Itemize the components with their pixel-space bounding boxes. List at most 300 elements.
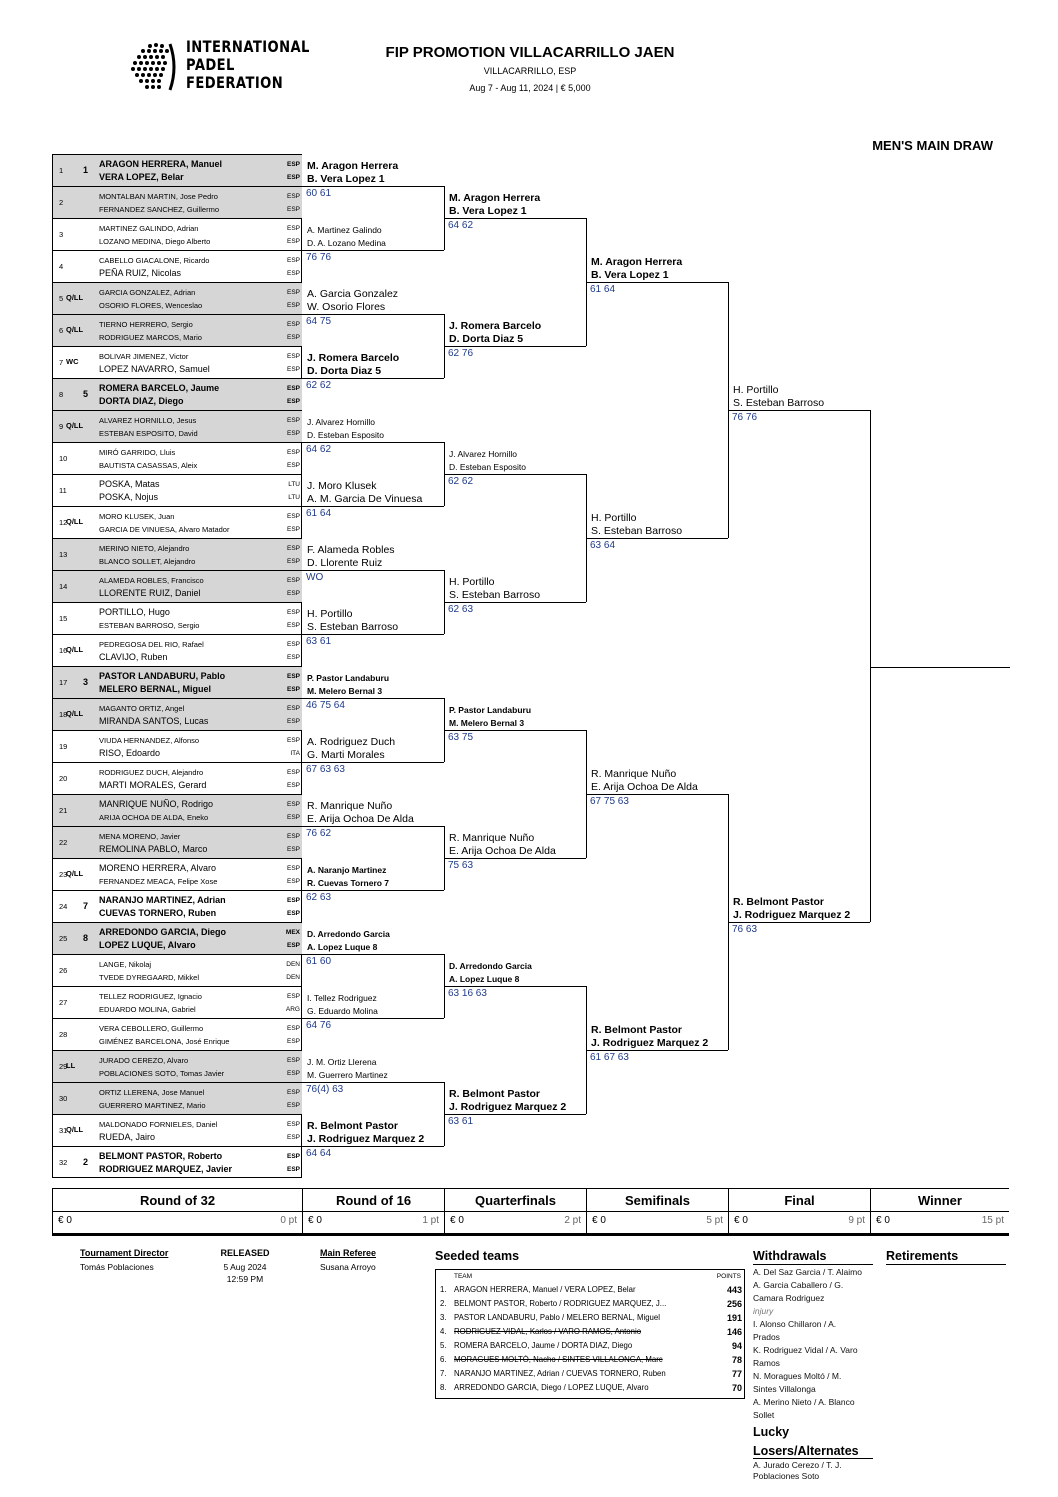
r32-slot [52, 1018, 302, 1050]
team-line-1: J. Romera Barcelo [307, 352, 400, 364]
tournament-title: FIP PROMOTION VILLACARRILLO JAEN [385, 44, 675, 61]
lucky-underline [753, 1458, 873, 1459]
team-line-2: R. Cuevas Tornero 7 [307, 878, 390, 888]
player-nation: ESP [286, 833, 300, 840]
match-score: 64 76 [306, 1020, 332, 1031]
r32-slot [52, 986, 302, 1018]
lucky-losers-list [753, 1460, 878, 1482]
player-name: MIRÓ GARRIDO, Lluis [99, 448, 176, 457]
seeded-teams-title: Seeded teams [435, 1249, 520, 1263]
qf-match [444, 961, 586, 1050]
slot-numbers [53, 603, 97, 634]
player-nation: LTU [288, 494, 300, 501]
round-points: 9 pt [848, 1215, 865, 1226]
team-line-1: J. Alvarez Hornillo [307, 417, 376, 427]
seed-label: Q/LL [66, 517, 84, 526]
seeded-col-team: TEAM [454, 1273, 473, 1280]
team-line-1: P. Pastor Landaburu [449, 705, 532, 715]
r32-slot [52, 730, 302, 762]
withdrawal-line: Sollet [753, 1410, 775, 1420]
slot-names [97, 219, 302, 250]
sf-match [586, 1024, 728, 1178]
team-line-1: F. Alameda Robles [307, 544, 395, 556]
player-nation: ESP [286, 622, 300, 629]
team-line-2: J. Rodriguez Marquez 2 [449, 1101, 567, 1113]
match-score: 62 63 [448, 604, 474, 615]
draw-position: 26 [59, 966, 68, 975]
player-name: FERNANDEZ MEACA, Felipe Xose [99, 877, 218, 886]
round-prize: € 0 [308, 1215, 322, 1226]
seed-label: Q/LL [66, 293, 84, 302]
team-line-1: R. Belmont Pastor [591, 1024, 683, 1036]
slot-names [97, 443, 302, 474]
tournament-dates: Aug 7 - Aug 11, 2024 | € 5,000 [469, 83, 591, 93]
match-score: 60 61 [306, 188, 332, 199]
match-score: 64 62 [448, 220, 474, 231]
r16-match [302, 1120, 444, 1178]
seeded-team: ARAGON HERRERA, Manuel / VERA LOPEZ, Belar [454, 1285, 636, 1294]
seed-label: 8 [83, 933, 89, 943]
player-name: PASTOR LANDABURU, Pablo [99, 671, 226, 681]
round-divider [871, 1211, 1009, 1212]
draw-position: 31 [59, 1126, 68, 1135]
tournament-director [80, 1248, 180, 1272]
slot-names [97, 763, 302, 794]
r32-slot [52, 346, 302, 378]
bracket-line [586, 282, 728, 283]
bracket-connector [586, 218, 587, 346]
player-name: POSKA, Matas [99, 479, 160, 489]
r32-slot [52, 282, 302, 314]
player-nation: ARG [285, 1006, 300, 1013]
r16-match [302, 673, 444, 730]
team-line-1: M. Aragon Herrera [591, 256, 683, 268]
bracket-line [302, 634, 444, 635]
player-nation: ESP [286, 225, 300, 232]
match-score: 62 76 [448, 348, 474, 359]
withdrawal-line: A. Del Saz Garcia / T. Alaimo [753, 1267, 862, 1277]
player-name: BOLIVAR JIMENEZ, Victor [99, 352, 189, 361]
player-nation: ESP [286, 366, 300, 373]
bracket-connector [586, 730, 587, 858]
team-line-2: E. Arija Ochoa De Alda [307, 813, 414, 825]
team-line-2: M. Guerrero Martinez [307, 1070, 388, 1080]
draw-name: MEN'S MAIN DRAW [872, 138, 993, 153]
r32-slot [52, 250, 302, 282]
sf-match [586, 768, 728, 922]
player-name: MORO KLUSEK, Juan [99, 512, 175, 521]
round-divider [303, 1211, 444, 1212]
slot-numbers [53, 795, 97, 826]
team-line-2: G. Eduardo Molina [307, 1006, 378, 1016]
slot-names [97, 1147, 302, 1178]
seed-label: 1 [83, 165, 89, 175]
r32-slot [52, 858, 302, 890]
seeded-team: BELMONT PASTOR, Roberto / RODRIGUEZ MARQUEZ, J... [454, 1299, 667, 1308]
player-nation: ESP [286, 353, 300, 360]
team-line-2: G. Marti Morales [307, 749, 385, 761]
team-line-1: H. Portillo [449, 576, 495, 588]
bracket-line [586, 794, 728, 795]
draw-position: 16 [59, 646, 68, 655]
player-name: MANRIQUE NUÑO, Rodrigo [99, 799, 214, 809]
slot-names [97, 891, 302, 922]
withdrawal-line: K. Rodriguez Vidal / A. Varo [753, 1345, 858, 1355]
bracket-connector [870, 410, 871, 922]
player-nation: ESP [286, 462, 300, 469]
bracket-line [444, 986, 586, 987]
slot-numbers [53, 379, 97, 410]
seed-label: Q/LL [66, 1125, 84, 1134]
round-name: Round of 32 [139, 1193, 216, 1208]
seeded-row [440, 1341, 742, 1354]
player-name: VERA CEBOLLERO, Guillermo [99, 1024, 204, 1033]
slot-numbers [53, 571, 97, 602]
team-line-2: M. Melero Bernal 3 [449, 718, 525, 728]
draw-position: 4 [59, 262, 64, 271]
team-line-2: A. Lopez Luque 8 [449, 974, 520, 984]
slot-names [97, 347, 302, 378]
player-name: GARCIA DE VINUESA, Alvaro Matador [99, 525, 230, 534]
bracket-line [444, 602, 586, 603]
team-line-2: S. Esteban Barroso [449, 589, 541, 601]
bracket-connector [444, 1082, 445, 1146]
bracket-line [302, 570, 444, 571]
player-nation: ESP [286, 398, 300, 405]
player-nation: ESP [286, 718, 300, 725]
team-line-2: J. Rodriguez Marquez 2 [307, 1133, 425, 1145]
r32-slot [52, 890, 302, 922]
player-name: PEDREGOSA DEL RIO, Rafael [99, 640, 204, 649]
slot-names [97, 507, 302, 538]
team-line-1: R. Manrique Nuño [449, 832, 535, 844]
team-line-2: E. Arija Ochoa De Alda [449, 845, 556, 857]
slot-names [97, 315, 302, 346]
player-nation: ESP [286, 302, 300, 309]
team-line-1: A. Rodriguez Duch [307, 736, 396, 748]
seeded-points: 191 [726, 1313, 742, 1323]
withdrawal-line: Prados [753, 1332, 780, 1342]
team-line-2: E. Arija Ochoa De Alda [591, 781, 698, 793]
slot-names [97, 187, 302, 218]
slot-names [97, 283, 302, 314]
player-name: ARIJA OCHOA DE ALDA, Eneko [99, 813, 209, 822]
team-line-2: B. Vera Lopez 1 [591, 269, 669, 281]
team-line-2: A. M. Garcia De Vinuesa [307, 493, 423, 505]
retirements-underline [886, 1264, 1006, 1265]
bracket-line [302, 186, 444, 187]
team-line-2: J. Rodriguez Marquez 2 [591, 1037, 709, 1049]
bracket-line [728, 410, 870, 411]
player-nation: ESP [286, 705, 300, 712]
seeded-row [440, 1327, 742, 1340]
seeded-team: ARREDONDO GARCIA, Diego / LOPEZ LUQUE, Alvaro [454, 1383, 649, 1392]
team-line-2: D. Dorta Diaz 5 [307, 365, 382, 377]
round-cell [444, 1188, 586, 1236]
match-score: 76 76 [732, 412, 758, 423]
round-cell [52, 1188, 302, 1236]
player-nation: ESP [286, 1134, 300, 1141]
withdrawal-line: injury [753, 1306, 774, 1316]
team-line-1: D. Arredondo Garcia [449, 961, 532, 971]
qf-match [444, 1088, 586, 1178]
r16-match [302, 225, 444, 282]
r32-slot [52, 602, 302, 634]
round-divider [445, 1211, 586, 1212]
draw-position: 17 [59, 678, 68, 687]
referee-name: Susana Arroyo [320, 1262, 376, 1272]
round-divider [587, 1211, 728, 1212]
team-line-1: M. Aragon Herrera [307, 160, 399, 172]
seed-number: 6. [440, 1355, 447, 1364]
bracket-connector [444, 954, 445, 1018]
seed-number: 4. [440, 1327, 447, 1336]
slot-names [97, 475, 302, 506]
player-name: RUEDA, Jairo [99, 1132, 156, 1142]
draw-position: 14 [59, 582, 68, 591]
player-name: FERNANDEZ SANCHEZ, Guillermo [99, 205, 220, 214]
bracket-line [444, 730, 586, 731]
player-name: VIUDA HERNANDEZ, Alfonso [99, 736, 200, 745]
r16-match [302, 417, 444, 474]
seed-number: 1. [440, 1285, 447, 1294]
player-nation: ESP [286, 270, 300, 277]
lucky-loser-line: A. Jurado Cerezo / T. J. [753, 1460, 842, 1470]
r16-match [302, 160, 444, 218]
player-nation: ESP [286, 174, 300, 181]
player-nation: ESP [286, 1057, 300, 1064]
player-nation: ESP [286, 321, 300, 328]
sf-match [586, 512, 728, 666]
draw-position: 3 [59, 230, 64, 239]
player-name: RODRIGUEZ MARCOS, Mario [99, 333, 202, 342]
withdrawal-line: Sintes Villalonga [753, 1384, 816, 1394]
player-name: LLORENTE RUIZ, Daniel [99, 588, 201, 598]
slot-numbers [53, 635, 97, 666]
qf-match [444, 705, 586, 794]
player-nation: ITA [290, 750, 300, 757]
slot-names [97, 379, 302, 410]
r16-match [302, 480, 444, 538]
r16-match [302, 544, 444, 602]
team-line-1: J. Moro Klusek [307, 480, 377, 492]
slot-numbers [53, 475, 97, 506]
match-score: 63 61 [448, 1116, 474, 1127]
team-line-2: A. Lopez Luque 8 [307, 942, 378, 952]
player-nation: ESP [286, 609, 300, 616]
team-line-1: H. Portillo [591, 512, 637, 524]
team-line-1: H. Portillo [307, 608, 353, 620]
player-name: PORTILLO, Hugo [99, 607, 170, 617]
round-name: Quarterfinals [475, 1193, 556, 1208]
r32-slot [52, 154, 302, 186]
final-match [728, 384, 870, 666]
slot-names [97, 923, 302, 954]
slot-names [97, 1115, 302, 1146]
referee-label: Main Referee [320, 1248, 377, 1258]
withdrawal-line: I. Alonso Chillaron / A. [753, 1319, 837, 1329]
player-nation: ESP [286, 193, 300, 200]
r32-slot [52, 314, 302, 346]
released-info [215, 1248, 275, 1284]
player-nation: ESP [286, 769, 300, 776]
seeded-points: 443 [726, 1285, 742, 1295]
bracket-line [302, 506, 444, 507]
seed-number: 8. [440, 1383, 447, 1392]
player-nation: ESP [286, 814, 300, 821]
seed-number: 2. [440, 1299, 447, 1308]
player-nation: ESP [286, 206, 300, 213]
slot-numbers [53, 1115, 97, 1146]
player-nation: ESP [286, 590, 300, 597]
player-nation: ESP [286, 545, 300, 552]
player-nation: LTU [288, 481, 300, 488]
round-cell [586, 1188, 728, 1236]
withdrawal-line: A. Garcia Caballero / G. [753, 1280, 844, 1290]
match-score: 63 16 63 [448, 988, 487, 999]
player-nation: ESP [286, 846, 300, 853]
player-nation: ESP [286, 801, 300, 808]
match-score: 61 60 [306, 956, 332, 967]
r16-match [302, 288, 444, 346]
slot-names [97, 571, 302, 602]
bracket-line [302, 890, 444, 891]
seed-label: Q/LL [66, 709, 84, 718]
round-name: Final [784, 1193, 815, 1208]
bracket-line [302, 698, 444, 699]
slot-numbers [53, 187, 97, 218]
bracket-connector [586, 474, 587, 602]
slot-numbers [53, 955, 97, 986]
qf-match [444, 449, 586, 538]
slot-numbers [53, 1019, 97, 1050]
retirements-title: Retirements [886, 1249, 959, 1263]
slot-names [97, 539, 302, 570]
match-score: 63 75 [448, 732, 474, 743]
player-nation: ESP [286, 513, 300, 520]
player-name: LOPEZ LUQUE, Alvaro [99, 940, 196, 950]
round-cell [870, 1188, 1009, 1236]
player-name: PEÑA RUIZ, Nicolas [99, 268, 182, 278]
player-name: ARAGON HERRERA, Manuel [99, 159, 223, 169]
player-name: ROMERA BARCELO, Jaume [99, 383, 220, 393]
slot-numbers [53, 987, 97, 1018]
match-score: 67 75 63 [590, 796, 629, 807]
slot-numbers [53, 1051, 97, 1082]
seeded-row [440, 1369, 742, 1382]
seed-label: 3 [83, 677, 89, 687]
slot-numbers [53, 1147, 97, 1178]
withdrawals-list [753, 1266, 878, 1422]
match-score: 64 75 [306, 316, 332, 327]
slot-names [97, 859, 302, 890]
slot-names [97, 955, 302, 986]
bracket-line [586, 538, 728, 539]
match-score: 62 62 [448, 476, 474, 487]
seeded-points: 77 [731, 1369, 742, 1379]
match-score: 64 62 [306, 444, 332, 455]
player-name: LOZANO MEDINA, Diego Alberto [99, 237, 211, 246]
round-divider [53, 1211, 302, 1212]
bracket-line [444, 346, 586, 347]
r32-slot [52, 826, 302, 858]
round-name: Winner [918, 1193, 962, 1208]
draw-position: 2 [59, 198, 64, 207]
slot-names [97, 251, 302, 282]
player-nation: MEX [285, 929, 300, 936]
r32-slot [52, 218, 302, 250]
draw-position: 10 [59, 454, 68, 463]
player-name: LANGE, Nikolaj [99, 960, 152, 969]
slot-numbers [53, 923, 97, 954]
seeded-row [440, 1355, 742, 1368]
player-nation: ESP [286, 161, 300, 168]
round-points: 0 pt [280, 1215, 297, 1226]
r32-slot [52, 474, 302, 506]
player-name: RODRIGUEZ DUCH, Alejandro [99, 768, 204, 777]
bracket-connector [444, 826, 445, 890]
match-score: 75 63 [448, 860, 474, 871]
player-name: MARTI MORALES, Gerard [99, 780, 207, 790]
seed-number: 7. [440, 1369, 447, 1378]
slot-numbers [53, 155, 97, 186]
round-name: Semifinals [624, 1193, 691, 1208]
seeded-teams-table [435, 1269, 745, 1399]
r16-match [302, 736, 444, 794]
r32-slot [52, 634, 302, 666]
r32-slot [52, 378, 302, 410]
player-nation: ESP [286, 897, 300, 904]
player-name: MENA MORENO, Javier [99, 832, 181, 841]
seeded-team: PASTOR LANDABURU, Pablo / MELERO BERNAL, Miguel [454, 1313, 660, 1322]
round-cell [728, 1188, 870, 1236]
player-name: GIMÉNEZ BARCELONA, José Enrique [99, 1037, 230, 1046]
seeded-points: 94 [731, 1341, 742, 1351]
player-nation: ESP [286, 334, 300, 341]
bracket-line [444, 858, 586, 859]
player-nation: DEN [286, 974, 300, 981]
draw-position: 15 [59, 614, 68, 623]
slot-names [97, 699, 302, 730]
team-line-2: B. Vera Lopez 1 [307, 173, 385, 185]
lucky-losers-title: Lucky Losers/Alternates [753, 1425, 859, 1458]
bracket-connector [444, 314, 445, 378]
match-score: 63 61 [306, 636, 332, 647]
bracket-line [302, 378, 444, 379]
match-score: 76 62 [306, 828, 332, 839]
slot-numbers [53, 411, 97, 442]
player-nation: ESP [286, 238, 300, 245]
player-nation: ESP [286, 1025, 300, 1032]
match-score: 46 75 64 [306, 700, 345, 711]
match-score: 61 67 63 [590, 1052, 629, 1063]
player-name: REMOLINA PABLO, Marco [99, 844, 208, 854]
seed-label: Q/LL [66, 645, 84, 654]
r16-match [302, 865, 444, 922]
slot-numbers [53, 891, 97, 922]
draw-position: 7 [59, 358, 64, 367]
final-match [728, 896, 870, 1178]
draw-position: 1 [59, 166, 64, 175]
draw-position: 12 [59, 518, 68, 527]
team-line-2: W. Osorio Flores [307, 301, 386, 313]
player-nation: ESP [286, 1038, 300, 1045]
main-referee [320, 1248, 400, 1272]
director-name: Tomás Poblaciones [80, 1262, 154, 1272]
player-name: ARREDONDO GARCIA, Diego [99, 927, 227, 937]
team-line-1: M. Aragon Herrera [449, 192, 541, 204]
player-name: TIERNO HERRERO, Sergio [99, 320, 193, 329]
